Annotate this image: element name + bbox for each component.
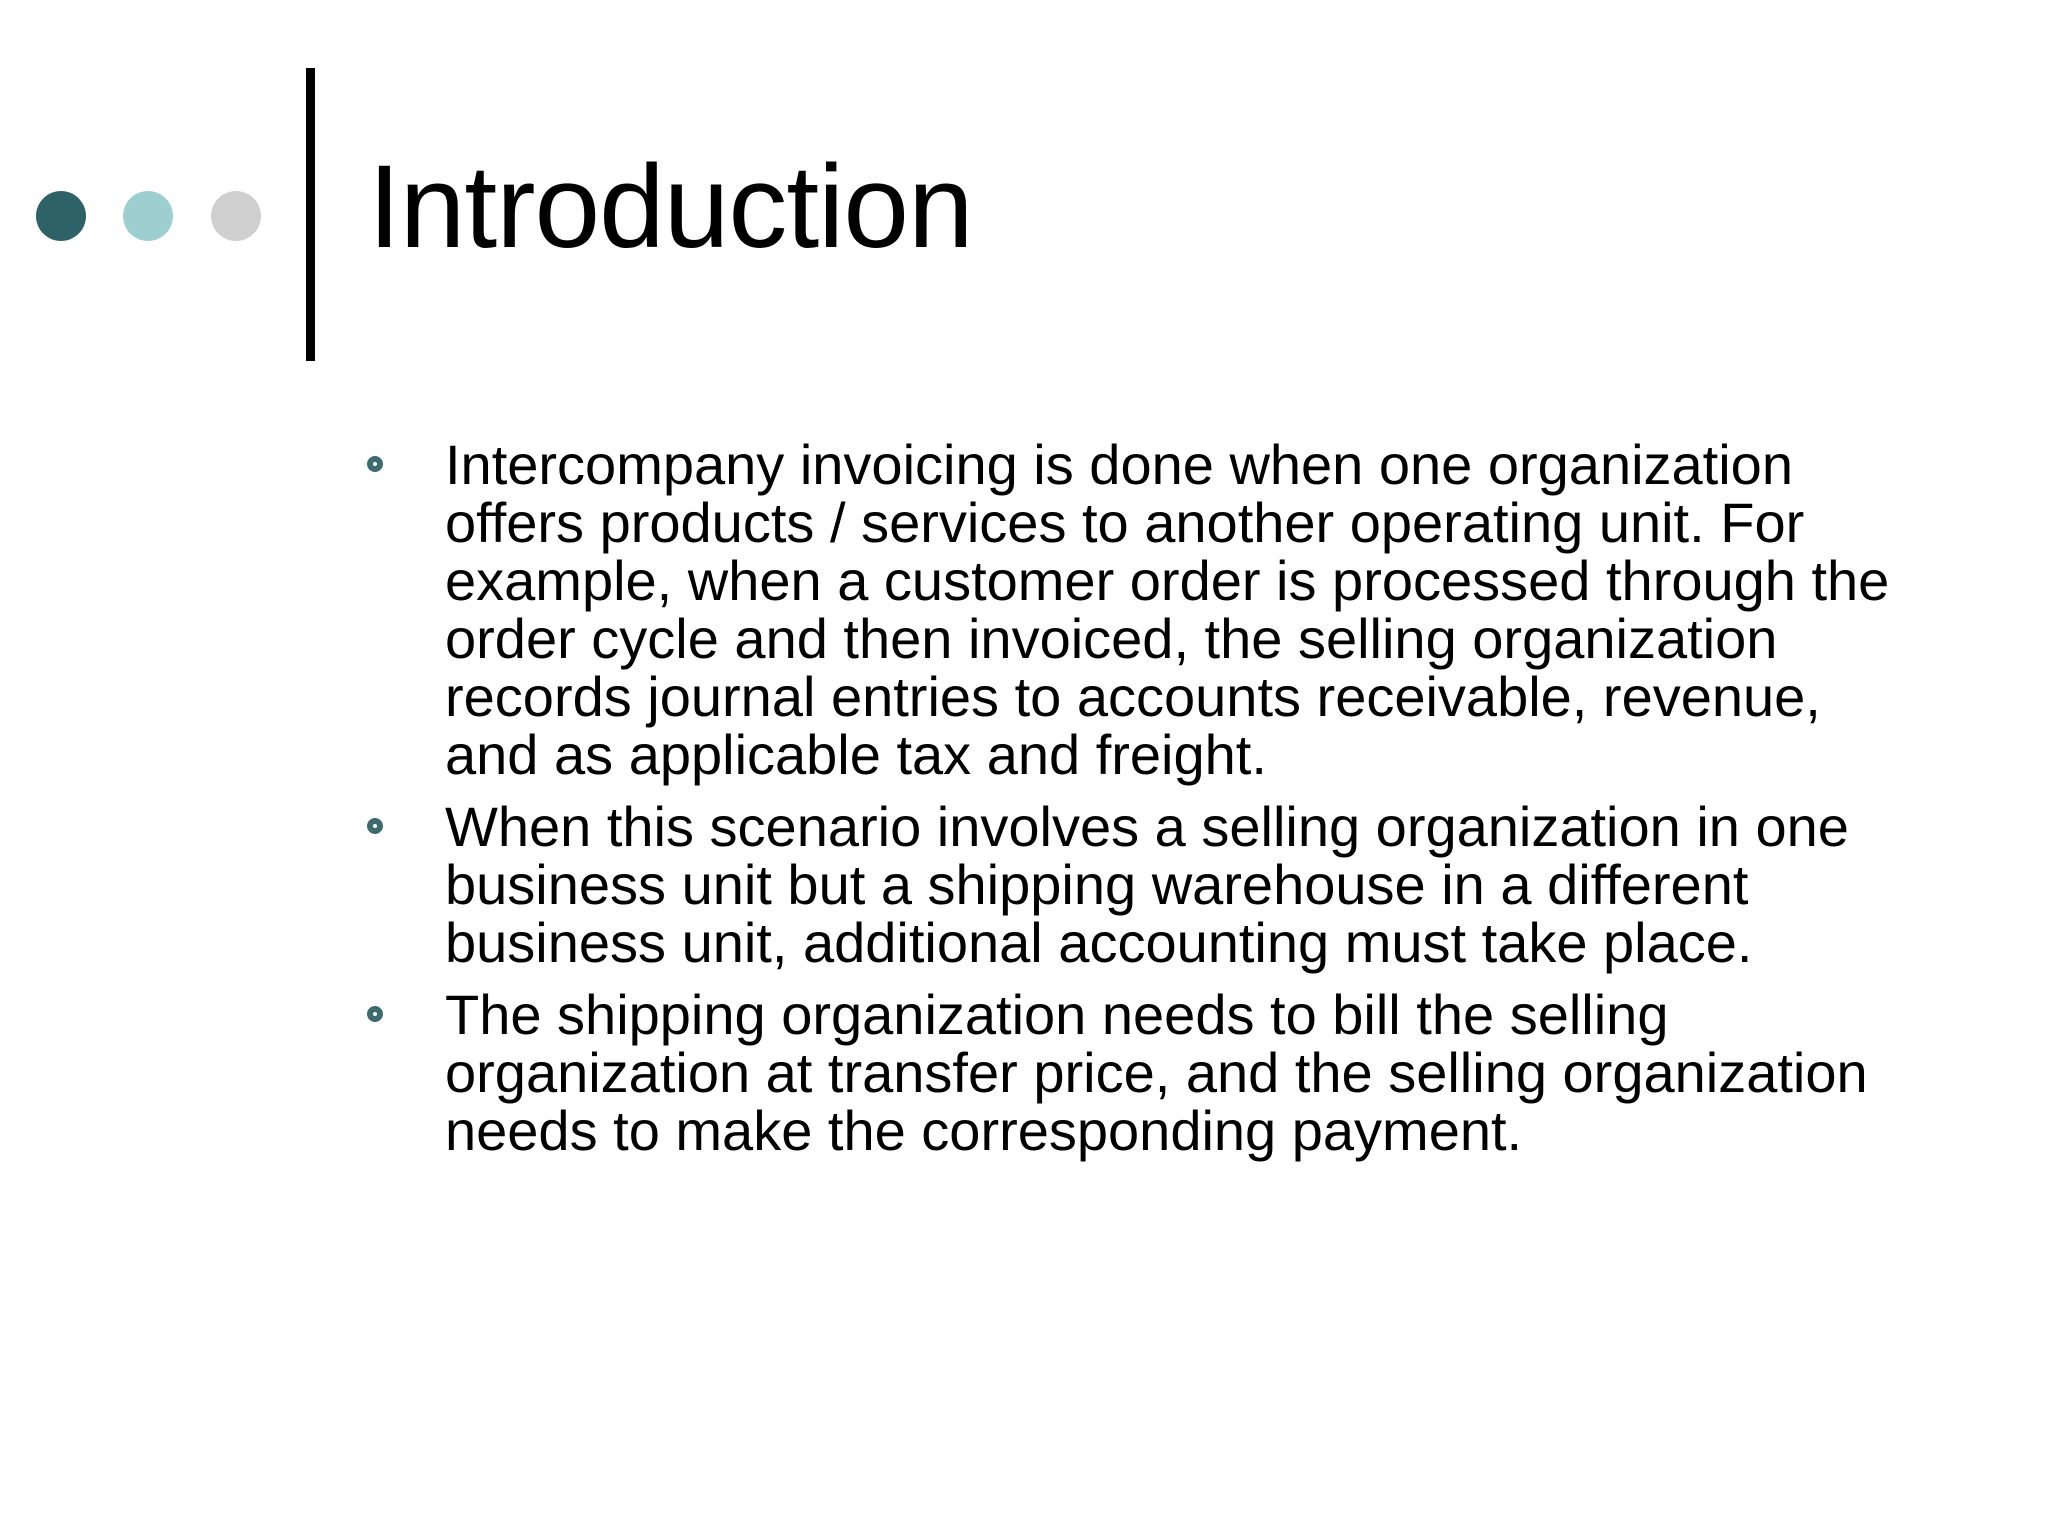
slide-title: Introduction	[368, 141, 973, 273]
decorative-dot-teal	[123, 191, 173, 241]
bullet-text: When this scenario involves a selling organization in one business unit but a shipping warehouse in a different business unit, additional accounting must take place.	[445, 795, 1849, 974]
bullet-ring-icon	[367, 818, 383, 834]
bullet-ring-icon	[367, 456, 383, 472]
bullet-text: Intercompany invoicing is done when one organization offers products / services to another operating unit. For example, when a customer order is processed through the order cycle and then invoiced, the selling organization records journal entries to accounts receivable, revenue, and as applicable tax and freight.	[445, 433, 1890, 786]
bullet-list	[365, 433, 1925, 1174]
title-divider	[306, 68, 315, 361]
bullet-item	[365, 983, 1925, 1162]
decorative-dot-dark	[36, 191, 86, 241]
decorative-dot-gray	[211, 191, 261, 241]
bullet-item	[365, 795, 1925, 974]
bullet-item	[365, 433, 1925, 786]
bullet-ring-icon	[367, 1006, 383, 1022]
bullet-text: The shipping organization needs to bill the selling organization at transfer price, and the selling organization needs to make the corresponding payment.	[445, 983, 1868, 1162]
